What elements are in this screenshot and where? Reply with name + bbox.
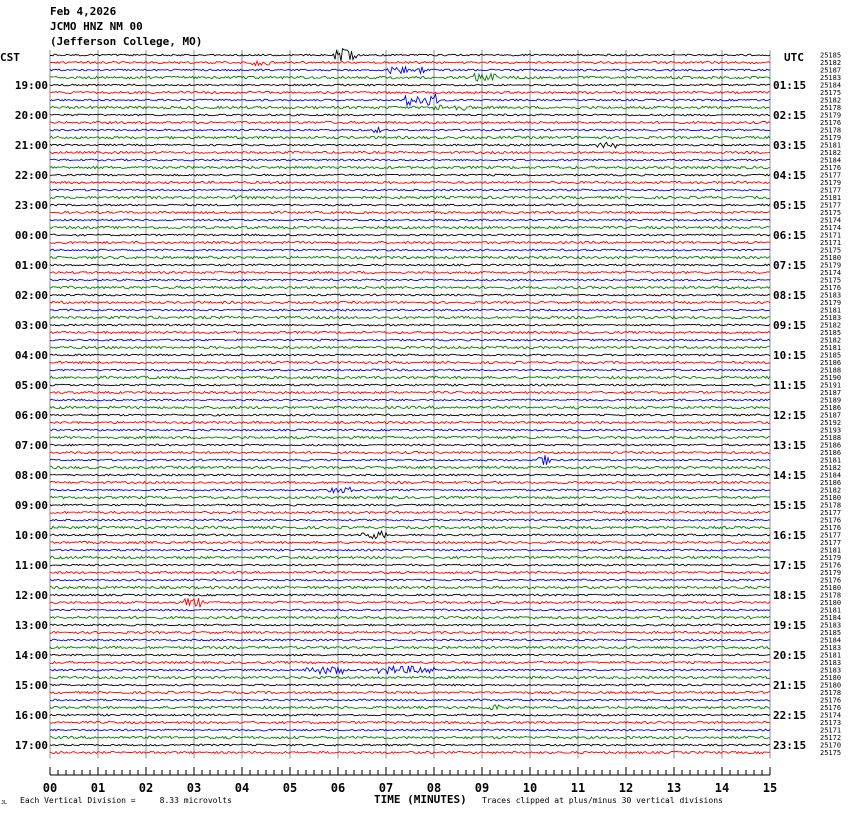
- trace-value: 25183: [820, 644, 842, 652]
- trace-value: 25182: [820, 59, 842, 67]
- clip-note: Traces clipped at plus/minus 30 vertical divisions: [482, 796, 723, 805]
- cst-hour-label: 03:00: [14, 319, 48, 332]
- trace-value: 25174: [820, 711, 842, 720]
- trace-line: [50, 466, 770, 469]
- trace-value: 25178: [820, 591, 842, 600]
- trace-line: [50, 189, 770, 191]
- trace-value: 25182: [820, 486, 842, 495]
- trace-value: 25177: [820, 201, 842, 210]
- utc-hour-label: 18:15: [773, 589, 807, 602]
- trace-value: 25186: [820, 479, 842, 487]
- trace-value: 25180: [820, 674, 842, 682]
- trace-line: [50, 174, 770, 176]
- trace-values: [820, 52, 841, 758]
- trace-line: [50, 309, 770, 311]
- trace-value: 25176: [820, 704, 842, 712]
- x-axis: [43, 767, 777, 795]
- trace-line: [50, 511, 770, 513]
- trace-line: [50, 241, 770, 243]
- trace-value: 25180: [820, 599, 842, 607]
- trace-line: [50, 586, 770, 589]
- trace-line: [50, 94, 770, 105]
- trace-value: 25185: [820, 351, 842, 360]
- trace-line: [50, 151, 770, 153]
- trace-value: 25176: [820, 576, 842, 585]
- trace-value: 25191: [820, 381, 842, 390]
- trace-line: [50, 406, 770, 409]
- trace-line: [50, 226, 770, 229]
- trace-line: [50, 331, 770, 333]
- trace-line: [50, 666, 770, 674]
- trace-line: [50, 654, 770, 656]
- trace-value: 25177: [820, 531, 842, 540]
- x-tick-label: 13: [666, 781, 682, 795]
- trace-line: [50, 496, 770, 499]
- trace-line: [50, 136, 770, 139]
- trace-value: 25176: [820, 119, 842, 127]
- trace-line: [50, 181, 770, 183]
- trace-value: 25170: [820, 741, 842, 750]
- utc-hour-label: 11:15: [773, 379, 807, 392]
- trace-value: 25181: [820, 606, 842, 615]
- cst-hour-label: 15:00: [14, 679, 48, 692]
- cst-hour-label: 19:00: [14, 79, 48, 92]
- location-label: (Jefferson College, MO): [50, 35, 203, 48]
- trace-line: [50, 751, 770, 753]
- trace-line: [50, 504, 770, 506]
- trace-value: 25186: [820, 404, 842, 412]
- trace-line: [50, 699, 770, 701]
- trace-value: 25179: [820, 299, 842, 307]
- trace-value: 25188: [820, 366, 842, 375]
- x-tick-label: 09: [474, 781, 490, 795]
- x-tick-label: 03: [186, 781, 202, 795]
- trace-line: [50, 114, 770, 116]
- trace-line: [50, 361, 770, 363]
- trace-value: 25174: [820, 216, 842, 225]
- utc-hour-label: 20:15: [773, 649, 807, 662]
- cst-hour-label: 05:00: [14, 379, 48, 392]
- utc-hour-label: 09:15: [773, 319, 807, 332]
- trace-line: [50, 316, 770, 319]
- trace-value: 25185: [820, 51, 842, 60]
- cst-label: CST: [0, 51, 20, 64]
- trace-line: [50, 631, 770, 633]
- trace-value: 25177: [820, 509, 842, 517]
- trace-value: 25171: [820, 239, 842, 247]
- trace-value: 25192: [820, 419, 842, 427]
- cst-hour-label: 17:00: [14, 739, 48, 752]
- x-tick-label: 01: [90, 781, 106, 795]
- trace-line: [50, 339, 770, 341]
- seismic-traces: [50, 49, 770, 754]
- trace-line: [50, 549, 770, 551]
- trace-value: 25182: [820, 336, 842, 345]
- corner-mark: JL: [1, 800, 8, 806]
- cst-hour-label: 06:00: [14, 409, 48, 422]
- x-tick-label: 11: [570, 781, 586, 795]
- trace-line: [50, 646, 770, 649]
- trace-value: 25184: [820, 81, 842, 90]
- utc-hour-label: 12:15: [773, 409, 807, 422]
- trace-value: 25184: [820, 636, 842, 645]
- trace-value: 25175: [820, 246, 842, 255]
- trace-value: 25182: [820, 149, 842, 157]
- vertical-gridlines: [50, 50, 770, 759]
- trace-value: 25186: [820, 449, 842, 457]
- utc-hour-label: 02:15: [773, 109, 807, 122]
- trace-value: 25171: [820, 231, 842, 240]
- trace-value: 25176: [820, 516, 842, 525]
- station-label: JCMO HNZ NM 00: [50, 20, 143, 33]
- trace-line: [50, 61, 770, 65]
- trace-line: [50, 211, 770, 213]
- trace-value: 25172: [820, 734, 842, 742]
- x-tick-label: 05: [282, 781, 298, 795]
- utc-hour-label: 23:15: [773, 739, 807, 752]
- trace-line: [50, 571, 770, 573]
- trace-line: [50, 487, 770, 493]
- trace-value: 25179: [820, 554, 842, 562]
- trace-value: 25182: [820, 321, 842, 330]
- cst-hour-label: 20:00: [14, 109, 48, 122]
- trace-line: [50, 219, 770, 221]
- cst-hour-label: 09:00: [14, 499, 48, 512]
- trace-value: 25183: [820, 74, 842, 82]
- trace-value: 25186: [820, 359, 842, 367]
- trace-line: [50, 579, 770, 581]
- trace-line: [50, 531, 770, 539]
- x-tick-label: 02: [138, 781, 154, 795]
- trace-line: [50, 84, 770, 86]
- utc-hour-label: 14:15: [773, 469, 807, 482]
- cst-hour-label: 04:00: [14, 349, 48, 362]
- utc-hour-label: 22:15: [773, 709, 807, 722]
- trace-line: [50, 609, 770, 611]
- x-tick-label: 15: [762, 781, 778, 795]
- trace-line: [50, 127, 770, 132]
- trace-line: [50, 271, 770, 273]
- trace-value: 25183: [820, 666, 842, 675]
- trace-value: 25176: [820, 164, 842, 172]
- trace-line: [50, 414, 770, 416]
- utc-hour-label: 13:15: [773, 439, 807, 452]
- utc-hour-label: 06:15: [773, 229, 807, 242]
- cst-hour-label: 00:00: [14, 229, 48, 242]
- trace-value: 25178: [820, 104, 842, 112]
- trace-line: [50, 91, 770, 93]
- trace-value: 25190: [820, 374, 842, 382]
- utc-hour-labels: [773, 79, 806, 752]
- x-axis-label: TIME (MINUTES): [374, 793, 467, 806]
- trace-value: 25177: [820, 171, 842, 180]
- trace-value: 25185: [820, 629, 842, 637]
- trace-value: 25193: [820, 426, 842, 435]
- trace-value: 25176: [820, 561, 842, 570]
- trace-value: 25184: [820, 614, 842, 622]
- trace-value: 25177: [820, 186, 842, 195]
- trace-line: [50, 234, 770, 236]
- x-tick-label: 04: [234, 781, 250, 795]
- trace-value: 25181: [820, 344, 842, 352]
- trace-line: [50, 324, 770, 326]
- trace-line: [50, 676, 770, 679]
- trace-line: [50, 67, 770, 74]
- trace-value: 25180: [820, 681, 842, 690]
- trace-line: [50, 714, 770, 716]
- trace-line: [50, 49, 770, 61]
- x-tick-label: 07: [378, 781, 394, 795]
- trace-value: 25173: [820, 719, 842, 727]
- trace-line: [50, 346, 770, 349]
- trace-line: [50, 286, 770, 289]
- utc-hour-label: 04:15: [773, 169, 807, 182]
- trace-line: [50, 204, 770, 206]
- utc-hour-label: 07:15: [773, 259, 807, 272]
- trace-line: [50, 639, 770, 641]
- trace-line: [50, 159, 770, 161]
- trace-line: [50, 721, 770, 723]
- trace-value: 25182: [820, 96, 842, 105]
- cst-hour-label: 23:00: [14, 199, 48, 212]
- cst-hour-label: 10:00: [14, 529, 48, 542]
- trace-line: [50, 541, 770, 543]
- cst-hour-label: 21:00: [14, 139, 48, 152]
- trace-line: [50, 594, 770, 596]
- date-label: Feb 4,2026: [50, 5, 117, 18]
- cst-hour-labels: [15, 79, 48, 752]
- utc-hour-label: 16:15: [773, 529, 807, 542]
- trace-line: [50, 616, 770, 619]
- trace-line: [50, 429, 770, 431]
- trace-value: 25175: [820, 276, 842, 285]
- trace-value: 25180: [820, 584, 842, 592]
- trace-line: [50, 256, 770, 259]
- trace-line: [50, 294, 770, 296]
- scale-note: Each Vertical Division = 8.33 microvolts: [20, 796, 232, 805]
- trace-line: [50, 369, 770, 371]
- trace-value: 25175: [820, 209, 842, 217]
- utc-hour-label: 05:15: [773, 199, 807, 212]
- utc-hour-label: 03:15: [773, 139, 807, 152]
- trace-value: 25175: [820, 749, 842, 757]
- trace-line: [50, 455, 770, 465]
- trace-value: 25181: [820, 456, 842, 465]
- trace-line: [50, 705, 770, 710]
- x-tick-label: 08: [426, 781, 442, 795]
- trace-line: [50, 391, 770, 393]
- trace-line: [50, 474, 770, 476]
- cst-hour-label: 12:00: [14, 589, 48, 602]
- trace-value: 25171: [820, 726, 842, 735]
- trace-value: 25188: [820, 434, 842, 442]
- trace-line: [50, 661, 770, 663]
- trace-line: [50, 444, 770, 446]
- trace-line: [50, 279, 770, 281]
- trace-line: [50, 624, 770, 626]
- trace-value: 25177: [820, 539, 842, 547]
- trace-line: [50, 421, 770, 423]
- utc-hour-label: 10:15: [773, 349, 807, 362]
- trace-value: 25181: [820, 546, 842, 555]
- cst-hour-label: 08:00: [14, 469, 48, 482]
- trace-value: 25179: [820, 569, 842, 577]
- trace-value: 25174: [820, 224, 842, 232]
- trace-value: 25185: [820, 329, 842, 337]
- trace-line: [50, 556, 770, 559]
- cst-hour-label: 07:00: [14, 439, 48, 452]
- trace-value: 25176: [820, 524, 842, 532]
- trace-value: 25183: [820, 659, 842, 667]
- trace-value: 25179: [820, 261, 842, 270]
- trace-value: 25179: [820, 134, 842, 142]
- trace-value: 25189: [820, 396, 842, 405]
- trace-value: 25181: [820, 306, 842, 315]
- trace-line: [50, 384, 770, 386]
- trace-value: 25181: [820, 651, 842, 660]
- trace-line: [50, 564, 770, 566]
- trace-value: 25187: [820, 389, 842, 397]
- trace-line: [50, 74, 770, 82]
- x-tick-label: 14: [714, 781, 730, 795]
- trace-value: 25179: [820, 179, 842, 187]
- trace-value: 25180: [820, 254, 842, 262]
- trace-line: [50, 598, 770, 607]
- utc-hour-label: 21:15: [773, 679, 807, 692]
- trace-value: 25180: [820, 494, 842, 502]
- cst-hour-label: 02:00: [14, 289, 48, 302]
- trace-line: [50, 451, 770, 453]
- trace-value: 25176: [820, 284, 842, 292]
- trace-value: 25181: [820, 194, 842, 202]
- trace-line: [50, 376, 770, 379]
- trace-line: [50, 142, 770, 148]
- trace-line: [50, 684, 770, 686]
- trace-value: 25175: [820, 89, 842, 97]
- utc-hour-label: 08:15: [773, 289, 807, 302]
- trace-line: [50, 744, 770, 746]
- trace-value: 25184: [820, 156, 842, 165]
- x-tick-label: 12: [618, 781, 634, 795]
- trace-value: 25182: [820, 464, 842, 472]
- utc-hour-label: 15:15: [773, 499, 807, 512]
- cst-hour-label: 22:00: [14, 169, 48, 182]
- trace-line: [50, 691, 770, 693]
- cst-hour-label: 13:00: [14, 619, 48, 632]
- trace-line: [50, 166, 770, 169]
- trace-value: 25178: [820, 126, 842, 135]
- utc-hour-label: 01:15: [773, 79, 807, 92]
- trace-line: [50, 736, 770, 739]
- trace-line: [50, 301, 770, 303]
- trace-value: 25179: [820, 111, 842, 120]
- trace-line: [50, 519, 770, 521]
- trace-value: 25181: [820, 141, 842, 150]
- utc-hour-label: 17:15: [773, 559, 807, 572]
- trace-value: 25178: [820, 501, 842, 510]
- x-tick-label: 06: [330, 781, 346, 795]
- trace-value: 25183: [820, 291, 842, 300]
- trace-value: 25178: [820, 689, 842, 697]
- trace-line: [50, 436, 770, 439]
- cst-hour-label: 16:00: [14, 709, 48, 722]
- cst-hour-label: 11:00: [14, 559, 48, 572]
- trace-line: [50, 121, 770, 123]
- trace-value: 25187: [820, 411, 842, 420]
- utc-label: UTC: [784, 51, 804, 64]
- trace-value: 25184: [820, 471, 842, 480]
- trace-value: 25183: [820, 621, 842, 630]
- utc-hour-label: 19:15: [773, 619, 807, 632]
- trace-line: [50, 264, 770, 266]
- trace-line: [50, 196, 770, 199]
- x-tick-label: 10: [522, 781, 538, 795]
- trace-line: [50, 249, 770, 251]
- trace-value: 25176: [820, 696, 842, 705]
- trace-value: 25174: [820, 269, 842, 277]
- trace-line: [50, 354, 770, 356]
- trace-line: [50, 399, 770, 401]
- trace-value: 25183: [820, 314, 842, 322]
- trace-value: 25186: [820, 441, 842, 450]
- trace-value: 25187: [820, 66, 842, 75]
- cst-hour-label: 14:00: [14, 649, 48, 662]
- trace-line: [50, 526, 770, 529]
- trace-line: [50, 729, 770, 731]
- trace-line: [50, 481, 770, 483]
- cst-hour-label: 01:00: [14, 259, 48, 272]
- x-tick-label: 00: [42, 781, 58, 795]
